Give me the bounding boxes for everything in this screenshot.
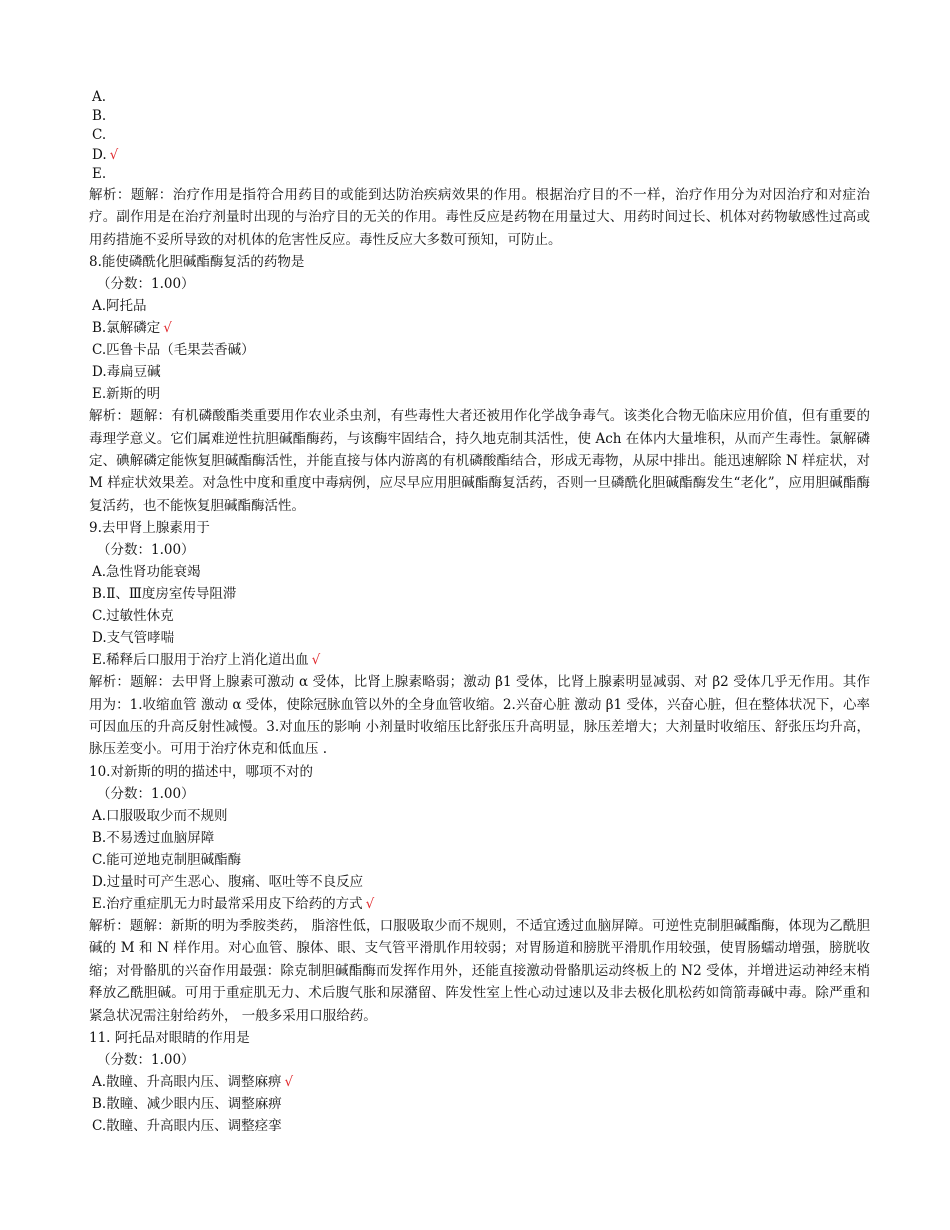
correct-check-icon: √ [311, 652, 321, 669]
question-score: （分数：1.00） [97, 785, 195, 802]
question-7 [89, 88, 870, 251]
analysis-text: 解析：题解：治疗作用是指符合用药目的或能到达防治疾病效果的作用。根据治疗目的不一样，治疗作用分为对因治疗和对症治疗。副作用是在治疗剂量时出现的与治疗目的无关的作用。毒性反应是药物在用量过大、用药时间过长、机体对药物敏感性过高或用药措施不妥所导致的对机体的危害性反应。毒性反应大多数可预知，可防止。 [89, 187, 870, 248]
option-d: D.过量时可产生恶心、腹痛、呕吐等不良反应 [92, 873, 364, 890]
option-b: B.散瞳、减少眼内压、调整麻痹 [92, 1095, 282, 1112]
question-score: （分数：1.00） [97, 276, 195, 293]
question-9 [89, 517, 870, 761]
question-8 [89, 251, 870, 517]
option-e: E. [92, 165, 107, 182]
question-score: （分数：1.00） [97, 1051, 195, 1068]
option-b: B.不易透过血脑屏障 [92, 829, 215, 846]
option-a: A.散瞳、升高眼内压、调整麻痹 √ [92, 1073, 294, 1090]
analysis-text: 解析：题解：有机磷酸酯类重要用作农业杀虫剂，有些毒性大者还被用作化学战争毒气。该类化合物无临床应用价值，但有重要的毒理学意义。它们属难逆性抗胆碱酯酶药，与该酶牢固结合，持久地克制其活性，使 Ach 在体内大量堆积，从而产生毒性。氯解磷定、碘解磷定能恢复胆碱酯酶活性，并能直接与体内游离的有机磷酸酯结合，形成无毒物，从尿中排出。能迅速解除 N 样症状，对 M 样症状效果差。对急性中度和重度中毒病例，应尽早应用胆碱酯酶复活药，否则一旦磷酰化胆碱酯酶发生“老化”，应用胆碱酯酶复活药，也不能恢复胆碱酯酶活性。 [89, 408, 870, 514]
option-e: E.稀释后口服用于治疗上消化道出血 √ [92, 652, 321, 669]
option-b: B.氯解磷定 √ [92, 320, 172, 337]
correct-check-icon: √ [365, 895, 375, 912]
option-a: A.口服吸取少而不规则 [92, 807, 228, 824]
question-11 [89, 1027, 870, 1137]
question-title: 9.去甲肾上腺素用于 [89, 520, 210, 537]
option-c: C. [92, 127, 107, 144]
analysis-text: 解析：题解：新斯的明为季胺类药， 脂溶性低，口服吸取少而不规则，不适宜透过血脑屏障。可逆性克制胆碱酯酶，体现为乙酰胆碱的 M 和 N 样作用。对心血管、腺体、眼、支气管平滑肌作用较弱；对胃肠道和膀胱平滑肌作用较强，使胃肠蠕动增强，膀胱收缩；对骨骼肌的兴奋作用最强：除克制胆碱酯酶而发挥作用外，还能直接激动骨骼肌运动终板上的 N2 受体，并增进运动神经末梢释放乙酰胆碱。可用于重症肌无力、术后腹气胀和尿潴留、阵发性室上性心动过速以及非去极化肌松药如筒箭毒碱中毒。除严重和紧急状况需注射给药外， 一般多采用口服给药。 [89, 917, 870, 1024]
option-a: A.急性肾功能衰竭 [92, 564, 201, 581]
option-c: C.能可逆地克制胆碱酯酶 [92, 851, 242, 868]
correct-check-icon: √ [284, 1073, 294, 1090]
option-c: C.过敏性休克 [92, 608, 174, 625]
option-e: E.治疗重症肌无力时最常采用皮下给药的方式 √ [92, 895, 375, 912]
correct-check-icon: √ [163, 320, 172, 337]
option-c: C.散瞳、升高眼内压、调整痉挛 [92, 1117, 282, 1134]
option-d: D. √ [92, 146, 119, 163]
option-d: D.支气管哮喘 [92, 630, 175, 647]
option-a: A. [92, 89, 107, 105]
option-e: E.新斯的明 [92, 386, 161, 403]
question-title: 11. 阿托品对眼睛的作用是 [89, 1029, 250, 1046]
option-c: C.匹鲁卡品（毛果芸香碱） [92, 342, 255, 359]
question-10 [89, 761, 870, 1027]
analysis-text: 解析：题解：去甲肾上腺素可激动 α 受体，比肾上腺素略弱；激动 β1 受体，比肾上腺素明显减弱、对 β2 受体几乎无作用。其作用为：1.收缩血管 激动 α 受体，使除冠脉血管以外的全身血管收缩。2.兴奋心脏 激动 β1 受体，兴奋心脏，但在整体状况下，心率可因血压的升高反射性减慢。3.对血压的影响 小剂量时收缩压比舒张压升高明显，脉压差增大；大剂量时收缩压、舒张压均升高，脉压差变小。可用于治疗休克和低血压 . [89, 674, 870, 758]
option-b: B. [92, 108, 107, 125]
question-title: 10.对新斯的明的描述中，哪项不对的 [89, 763, 313, 780]
option-b: B.Ⅱ、Ⅲ度房室传导阻滞 [92, 586, 237, 603]
option-a: A.阿托品 [92, 298, 147, 315]
question-score: （分数：1.00） [97, 542, 195, 559]
option-d: D.毒扁豆碱 [92, 364, 161, 381]
correct-check-icon: √ [109, 146, 119, 163]
question-title: 8.能使磷酰化胆碱酯酶复活的药物是 [89, 254, 305, 271]
